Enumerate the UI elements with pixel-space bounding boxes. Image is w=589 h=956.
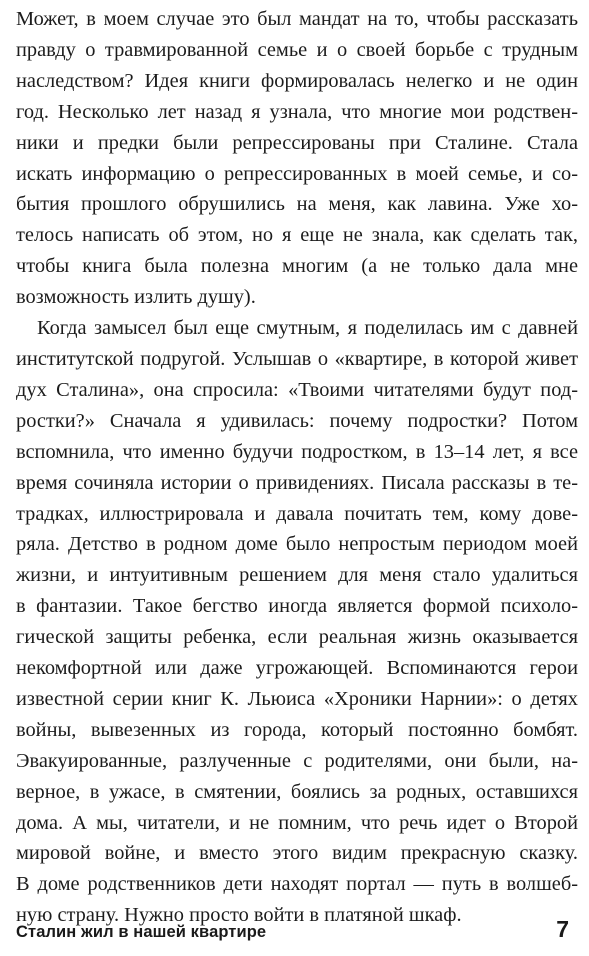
text-line: в фантазии. Такое бегство иногда является формой психоло- (16, 595, 578, 618)
text-line: ряла. Детство в родном доме было непростым периодом моей (16, 533, 578, 556)
text-line: год. Несколько лет назад я узнала, что многие мои родствен- (16, 100, 578, 123)
paragraph-2 (16, 313, 578, 931)
text-line: войны, вывезенных из города, который постоянно бомбят. (16, 718, 578, 741)
text-line: некомфортной или даже угрожающей. Вспоминаются герои (16, 657, 578, 680)
text-line: дух Сталина», она спросила: «Твоими читателями будут под- (16, 378, 578, 401)
text-line: жизни, и интуитивным решением для меня стало удалиться (16, 564, 578, 587)
text-line: правду о травмированной семье и о своей борьбе с трудным (16, 38, 578, 61)
text-line: мировой войне, и вместо этого видим прекрасную сказку. (16, 842, 578, 865)
text-line: наследством? Идея книги формировалась нелегко и не один (16, 69, 578, 92)
text-line: традках, иллюстрировала и давала почитать тем, кому дове- (16, 502, 578, 525)
paragraph-1 (16, 4, 578, 313)
text-line: чтобы книга была полезна многим (а не только дала мне (16, 255, 578, 278)
text-line: искать информацию о репрессированных в моей семье, и со- (16, 162, 578, 185)
text-line: возможность излить душу). (16, 286, 256, 309)
text-line: известной серии книг К. Льюиса «Хроники Нарнии»: о детях (16, 687, 578, 710)
text-line: вспомнила, что именно будучи подростком, в 13–14 лет, я все (16, 440, 578, 463)
text-line: институтской подругой. Услышав о «квартире, в которой живет (16, 347, 578, 370)
text-line: гической защиты ребенка, если реальная жизнь оказывается (16, 626, 578, 649)
text-line: верное, в ужасе, в смятении, боялись за родных, оставшихся (16, 780, 578, 803)
running-title: Сталин жил в нашей квартире (16, 923, 267, 941)
page-number: 7 (556, 916, 569, 942)
text-line: ростки?» Сначала я удивилась: почему подростки? Потом (16, 409, 578, 432)
page-footer (16, 916, 569, 946)
text-line: ную страну. Нужно просто войти в платяной шкаф. (16, 904, 462, 927)
text-line: бытия прошлого обрушились на меня, как лавина. Уже хо- (16, 193, 578, 216)
text-line: Когда замысел был еще смутным, я поделилась им с давней (37, 317, 578, 340)
text-line: дома. А мы, читатели, и не помним, что речь идет о Второй (16, 811, 578, 834)
text-line: Эвакуированные, разлученные с родителями, они были, на- (16, 749, 578, 772)
text-line: Может, в моем случае это был мандат на то, чтобы рассказать (16, 8, 578, 30)
text-line: ники и предки были репрессированы при Сталине. Стала (16, 131, 578, 154)
text-line: В доме родственников дети находят портал — путь в волшеб- (16, 873, 578, 896)
text-line: телось написать об этом, но я еще не знала, как сделать так, (16, 224, 578, 247)
body-text (16, 4, 578, 931)
text-line: время сочиняла истории о привидениях. Писала рассказы в те- (16, 471, 578, 494)
